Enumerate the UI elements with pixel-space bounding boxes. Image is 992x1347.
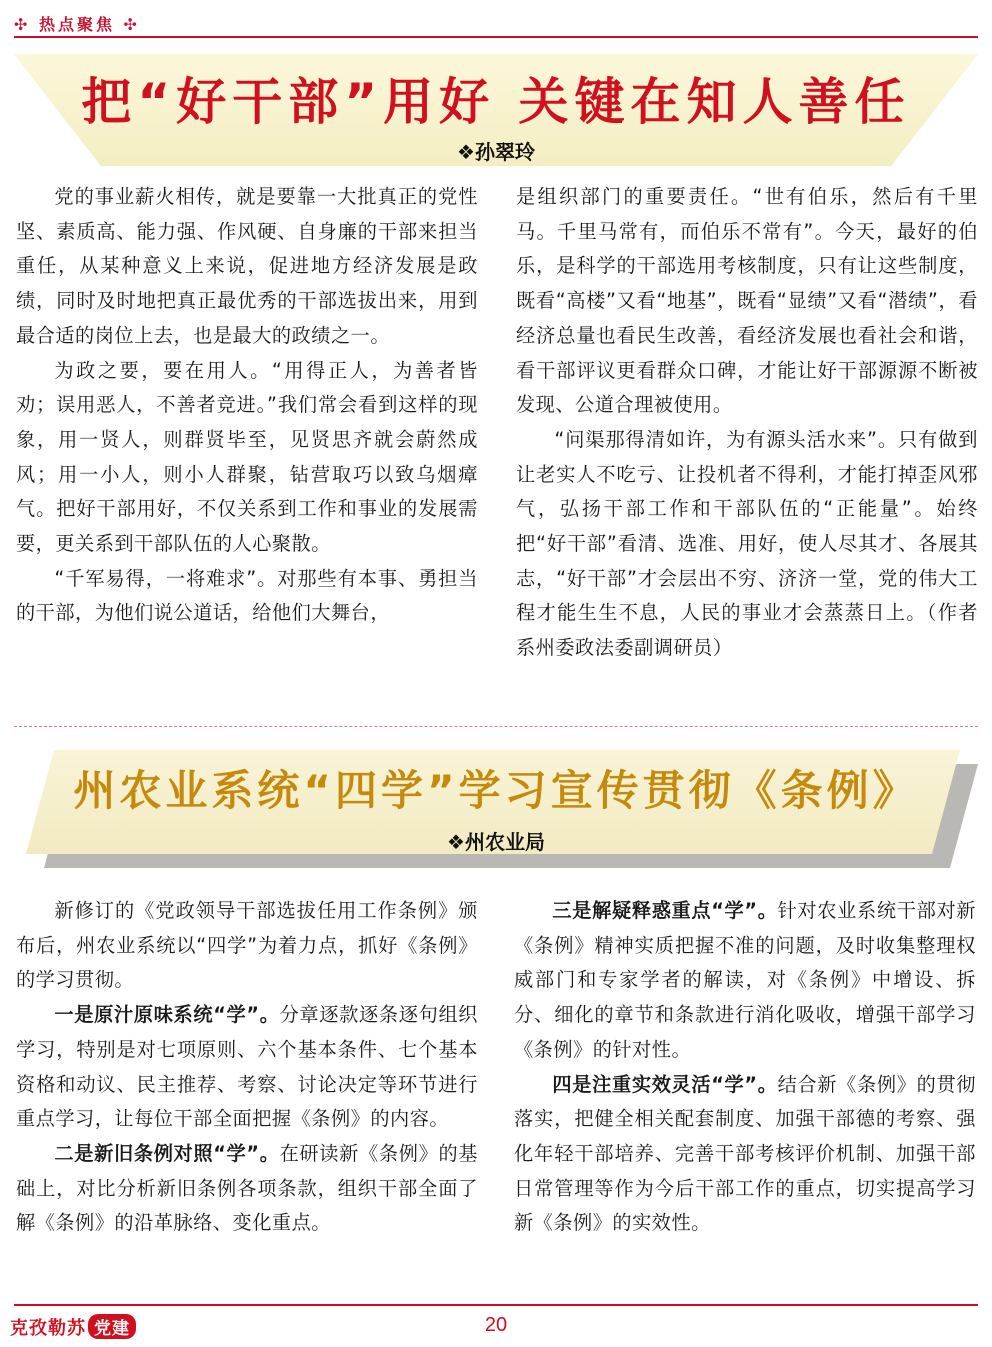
article1-paragraph-2: 为政之要，要在用人。“用得正人，为善者皆劝；误用恶人，不善者竞进。”我们常会看到这样的现象，用一贤人，则群贤毕至，见贤思齐就会蔚然成风；用一小人，则小人群聚，钻营取巧以致乌烟瘴气。把好干部用好，不仅关系到工作和事业的发展需要，更关系到干部队伍的人心聚散。 (16, 358, 478, 556)
logo-text: 克孜勒苏 (10, 1318, 86, 1339)
point-text: 在研读新《条例》的基础上，对比分析新旧条例各项条款，组织干部全面了解《条例》的沿革脉络、变化重点。 (16, 1141, 478, 1235)
article2-intro: 新修订的《党政领导干部选拔任用工作条例》颁布后，州农业系统以“四学”为着力点，抓好《条例》的学习贯彻。 (16, 899, 478, 992)
article1-left-column (16, 180, 478, 631)
point-lead: 二是新旧条例对照“学”。 (54, 1141, 280, 1165)
point-lead: 三是解疑释惑重点“学”。 (552, 899, 778, 922)
article2-right-column (514, 894, 976, 1241)
point-lead: 四是注重实效灵活“学”。 (552, 1072, 778, 1096)
article1-right-column (516, 180, 978, 666)
article1-paragraph-4: “问渠那得清如许，为有源头活水来”。只有做到让老实人不吃亏、让投机者不得利，才能打掉歪风邪气，弘扬干部工作和干部队伍的“正能量”。始终把“好干部”看清、选准、用好，使人尽其才、各展其志，“好干部”才会层出不穷、济济一堂，党的伟大工程才能生生不息，人民的事业才会蒸蒸日上。（作者系州委政法委副调研员） (516, 427, 978, 660)
article2-author: ❖州农业局 (447, 830, 545, 854)
article1-paragraph-continued: 是组织部门的重要责任。“世有伯乐，然后有千里马。千里马常有，而伯乐不常有”。今天，最好的伯乐，是科学的干部选用考核制度，只有让这些制度，既看“高楼”又看“地基”，既看“显绩”又看“潜绩”，看经济总量也看民生改善，看经济发展也看社会和谐，看干部评议更看群众口碑，才能让好干部源源不断被发现、公道合理被使用。 (516, 185, 978, 417)
logo-badge: 党建 (88, 1314, 136, 1339)
point-text: 结合新《条例》的贯彻落实，把健全相关配套制度、加强干部德的考察、强化年轻干部培养、完善干部考核评价机制、加强干部日常管理等作为今后干部工作的重点，切实提高学习新《条例》的实效性。 (514, 1072, 976, 1235)
article2-title: 州农业系统“四学”学习宣传贯彻《条例》 (73, 766, 919, 815)
article2-point-1 (16, 998, 478, 1137)
header-rule (14, 36, 978, 38)
footer-rule (14, 1304, 978, 1306)
article2-left-column (16, 894, 478, 1241)
article2-point-2 (16, 1137, 478, 1241)
point-text: 针对农业系统干部对新《条例》精神实质把握不准的问题，及时收集整理权威部门和专家学者的解读，对《条例》中增设、拆分、细化的章节和条款进行消化吸收，增强干部学习《条例》的针对性。 (514, 899, 976, 1061)
article1-author: ❖孙翠玲 (457, 140, 535, 164)
article1-paragraph-1: 党的事业薪火相传，就是要靠一大批真正的党性坚、素质高、能力强、作风硬、自身廉的干部来担当重任，从某种意义上来说，促进地方经济发展是政绩，同时及时地把真正最优秀的干部选拔出来，用到最合适的岗位上去，也是最大的政绩之一。 (16, 185, 478, 347)
article2-point-4 (514, 1068, 976, 1242)
point-text: 分章逐款逐条逐句组织学习，特别是对七项原则、六个基本条件、七个基本资格和动议、民主推荐、考察、讨论决定等环节进行重点学习，让每位干部全面把握《条例》的内容。 (16, 1003, 478, 1131)
article1-title: 把“好干部”用好 关键在知人善任 (81, 73, 911, 131)
article2-point-3 (514, 894, 976, 1068)
section-tag: ✣ 热点聚焦 ✣ (14, 15, 140, 34)
page-number: 20 (484, 1314, 508, 1336)
article1-paragraph-3: “千军易得，一将难求”。对那些有本事、勇担当的干部，为他们说公道话，给他们大舞台， (16, 566, 478, 625)
point-lead: 一是原汁原味系统“学”。 (54, 1003, 280, 1027)
article-separator (14, 726, 978, 727)
